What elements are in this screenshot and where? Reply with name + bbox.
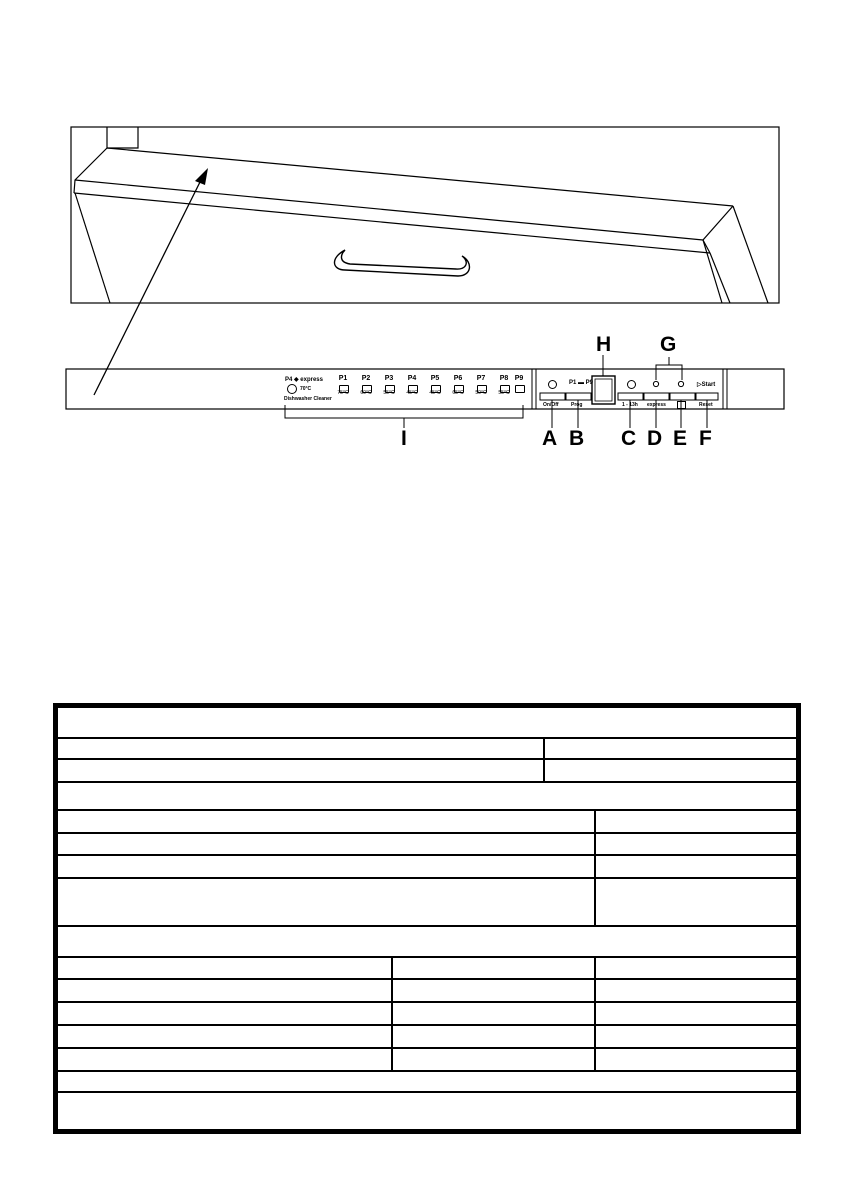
- callout-b: B: [569, 427, 585, 450]
- power-icon[interactable]: [548, 380, 557, 389]
- tablet-icon[interactable]: [677, 401, 686, 409]
- callout-i: I: [401, 427, 407, 450]
- delay-label: 1 - 13h: [622, 402, 638, 408]
- callout-e: E: [673, 427, 688, 450]
- table-row: [56, 1025, 392, 1048]
- table-row: [56, 957, 392, 979]
- callout-g: G: [660, 333, 677, 356]
- program-p5: P5 45°C: [429, 375, 441, 396]
- table-row: [56, 782, 799, 810]
- table-row: [56, 738, 545, 759]
- program-p9: P9: [508, 375, 530, 390]
- cleaner-icon: [287, 384, 297, 394]
- program-p2: P2 60°C: [360, 375, 372, 396]
- callout-d: D: [647, 427, 663, 450]
- start-label: ▷Start: [697, 382, 716, 388]
- table-row: [56, 833, 596, 856]
- callout-c: C: [621, 427, 637, 450]
- program-p4: P4 45°C: [406, 375, 418, 396]
- program-p1: P1 75°C: [337, 375, 349, 396]
- express-label: P4 ◆ express: [285, 377, 323, 383]
- table-row: [56, 1048, 392, 1071]
- callout-h: H: [596, 333, 612, 356]
- table-row: [56, 1071, 799, 1092]
- table-row: [56, 759, 545, 782]
- table-row: [56, 706, 799, 738]
- reset-label: Reset: [699, 402, 713, 408]
- table-row: [56, 855, 596, 878]
- program-p3: P3 55°C: [383, 375, 395, 396]
- clock-icon[interactable]: [627, 380, 636, 389]
- specification-table: [53, 703, 801, 1134]
- table-row: [56, 926, 799, 957]
- table-row: [56, 1092, 799, 1132]
- program-p7: P7 50°C: [475, 375, 487, 396]
- table-row: [56, 810, 596, 833]
- express-small-label: express: [647, 402, 666, 408]
- program-p8: P8 55°C: [498, 375, 510, 396]
- dishwasher-cleaner-label: Dishwasher Cleaner: [284, 396, 332, 402]
- table-row: [56, 1002, 392, 1025]
- express-temp: 70°C: [300, 386, 312, 392]
- on-off-label: On/Off: [543, 402, 559, 408]
- table-row: [56, 979, 392, 1002]
- callout-a: A: [542, 427, 558, 450]
- prog-label: Prog: [571, 402, 583, 408]
- program-selector-label: P1 ▬ P9: [569, 380, 594, 386]
- callout-f: F: [699, 427, 712, 450]
- table-row: [56, 878, 596, 926]
- program-p6: P6 65°C: [452, 375, 464, 396]
